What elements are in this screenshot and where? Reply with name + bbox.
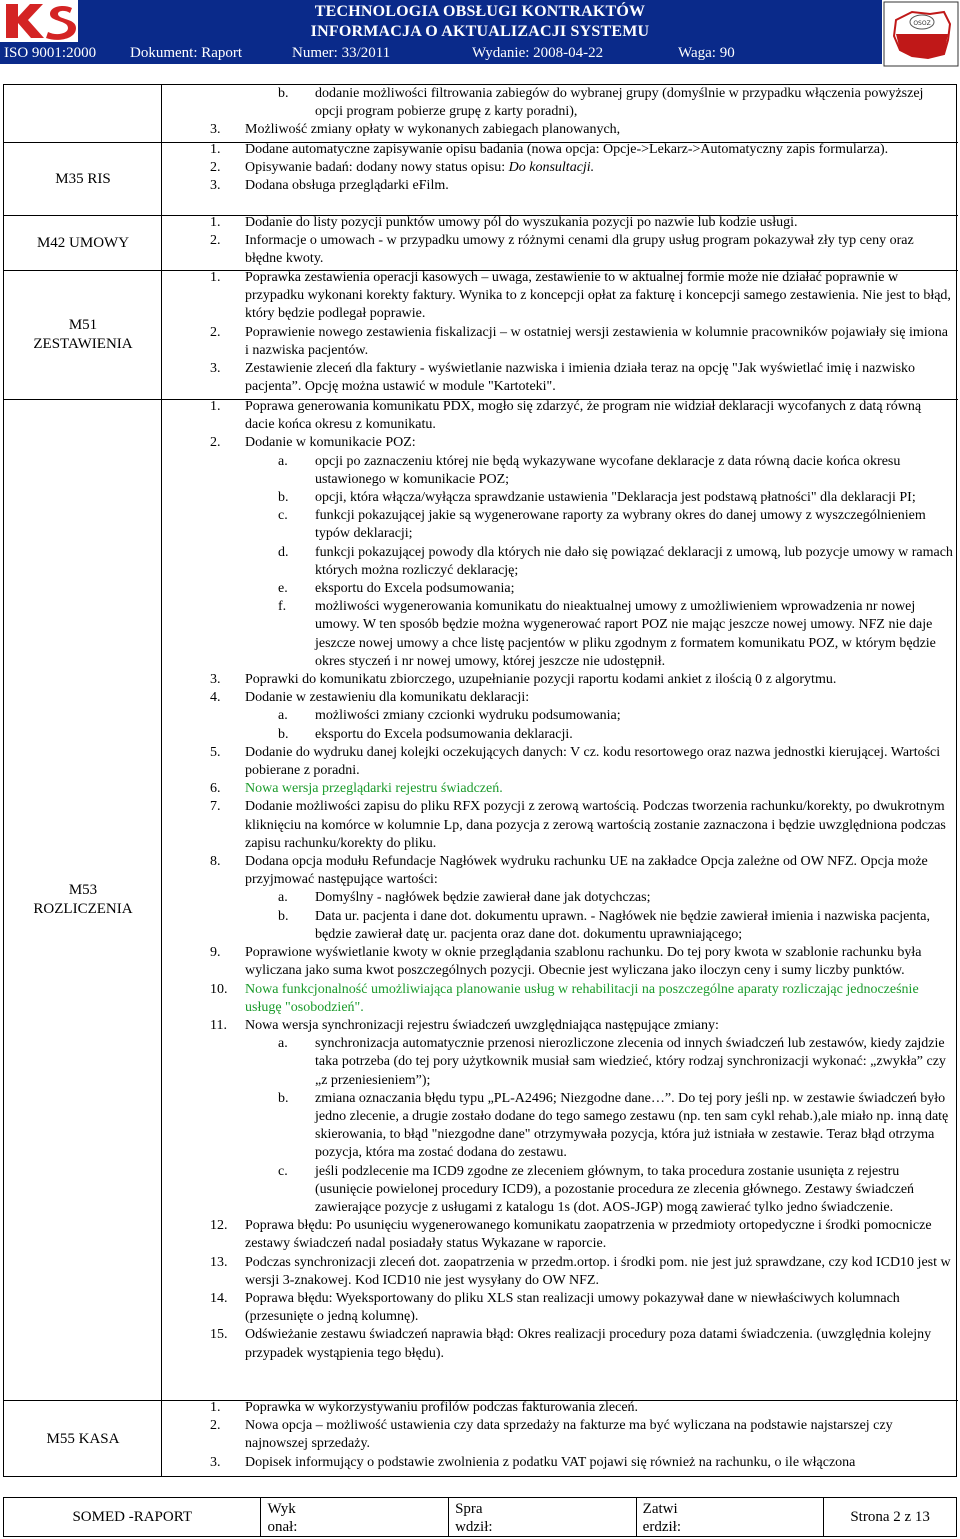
item-number: 3. [210, 361, 221, 377]
item-text: zmiana oznaczania błędu typu „PL-A2496; Niezgodne dane…”. Do tej pory jeśli np. w zestawie świadczeń było jedno zlecenie, a drugie zostało dodane do tego samego zestawu (np. ten sam cykl rehab.),ale miało np. inną datę skierowania, to błąd "niezgodne dane" otrzymywała pozycja, która już istniała w zestawie. Teraz błąd otrzyma pozycja, która ma zostać dodana do zestawu. [315, 1090, 949, 1161]
document-type: Dokument: Raport [130, 44, 243, 61]
item-text: Domyślny - nagłówek będzie zawierał dane jak dotychczas; [315, 890, 651, 906]
item-text: Dodane automatyczne zapisywanie opisu badania (nowa opcja: Opcje->Lekarz->Automatyczny zapis formularza). [245, 142, 889, 157]
item-number: b. [278, 86, 289, 101]
list-item [169, 214, 954, 232]
item-text: Data ur. pacjenta i dane dot. dokumentu uprawn. - Nagłówek nie będzie zawierał imienia i nazwiska pacjenta, będzie zawierał datę ur. pacjenta oraz dane dot. dokumentu uprawniającego; [315, 908, 930, 942]
list-item [169, 232, 954, 268]
sub-list-item [169, 1090, 954, 1163]
osoz-map-icon [882, 0, 960, 70]
list-item [169, 141, 954, 159]
sub-list-item [169, 85, 954, 121]
issue-date: Wydanie: 2008-04-22 [472, 44, 604, 61]
item-text: Poprawa błędu: Po usunięciu wygenerowanego komunikatu zaopatrzenia w przedmioty ortopedyczne i środki pomocnicze zestawy świadczeń nadal posiadały status Wykazane w raporcie. [245, 1218, 932, 1252]
item-number: 13. [210, 1254, 228, 1270]
list-item [169, 981, 954, 1017]
section-continued [169, 85, 954, 140]
item-number: 2. [210, 324, 221, 340]
item-number: b. [278, 908, 289, 924]
document-number: Numer: 33/2011 [292, 44, 391, 61]
document-title [78, 0, 882, 42]
sub-list-item [169, 489, 954, 507]
item-text: Podczas synchronizacji zleceń dot. zaopatrzenia w przedm.ortop. i środki pom. nie jest już sprawdzane, czy kod ICD10 jest w wersji 3-znakowej. Kod ICD10 nie jest wysyłany do OW NFZ. [245, 1254, 951, 1288]
item-number: 12. [210, 1218, 228, 1234]
item-text: jeśli podzlecenie ma ICD9 zgodne ze zleceniem głównym, to taka procedura zostanie usunięta z rejestru (usunięcie powielonej procedury ICD9), a pozostanie procedura ze zlecenia głównego. Zestawy świadczeń zawierające pozycje z usługami z katalogu 1s (dot. AOS-JGP) mogą zawierać tylko jedno świadczenie. [315, 1163, 915, 1215]
list-item [169, 744, 954, 780]
item-text: eksportu do Excela podsumowania deklaracji. [315, 726, 573, 742]
iso-label: ISO 9001:2000 [4, 44, 97, 61]
title-line-2: INFORMACJA O AKTUALIZACJI SYSTEMU [310, 23, 650, 40]
list-item [169, 398, 954, 434]
module-cell-m55: M55 KASA [4, 1400, 162, 1478]
footer-approved-cell [637, 1498, 825, 1536]
item-text: Informacje o umowach - w przypadku umowy z różnymi cenami dla grupy usług program pokazywał zły typ ceny oraz błędne kwoty. [245, 233, 914, 267]
sub-list-item [169, 889, 954, 907]
item-number: 3. [210, 122, 221, 138]
list-item [169, 1290, 954, 1326]
item-emphasis: Do konsultacji. [508, 160, 595, 176]
sub-list-item [169, 707, 954, 725]
item-number: 1. [210, 215, 221, 230]
osoz-logo-text: OSOZ [913, 20, 931, 27]
item-text: funkcji pokazującej jakie są wygenerowane raporty za wybrany okres do danej umowy z wyszczególnieniem typów deklaracji; [315, 508, 926, 542]
document-meta-bar [0, 42, 882, 64]
list-item [169, 1399, 954, 1417]
list-item [169, 324, 954, 360]
item-number: 6. [210, 781, 221, 797]
list-item [169, 1254, 954, 1290]
item-number: 2. [210, 233, 221, 249]
item-number: 3. [210, 672, 221, 688]
item-text: Poprawione wyświetlanie kwoty w oknie przeglądania szablonu rachunku. Do tej pory kwota w szablonie rachunku była wyliczana jako suma kwot poszczególnych pozycji. Obecnie jest wyliczana jako iloczyn ceny i sumy liczby punktów. [245, 945, 922, 979]
module-cell-m42: M42 UMOWY [4, 215, 162, 270]
module-column [4, 85, 162, 1476]
section-m55 [169, 1399, 954, 1472]
item-number: 8. [210, 854, 221, 870]
item-number: e. [278, 581, 288, 597]
list-item [169, 159, 954, 177]
item-text: Dodanie w komunikacie POZ: [245, 435, 416, 451]
list-item [169, 689, 954, 707]
footer-checked-label: Spra wdził: [455, 1501, 493, 1535]
item-number: c. [278, 1163, 288, 1179]
item-text: synchronizacja automatycznie przenosi nierozliczone zlecenia od innych świadczeń lub zestawów, kiedy zajdzie taka potrzeba (do tej pory użytkownik musiał sam wiedzieć, który rodzaj synchronizacji wykonać: „zwykła” czy „z przeniesieniem”); [315, 1036, 946, 1088]
list-item [169, 1217, 954, 1253]
item-number: a. [278, 1036, 288, 1052]
item-text: Dodana opcja modułu Refundacje Nagłówek wydruku rachunku UE na zakładce Opcja zależne od OW NFZ. Opcja może przyjmować następujące wartości: [245, 854, 928, 888]
item-text: Nowa wersja synchronizacji rejestru świadczeń uwzględniająca następujące zmiany: [245, 1017, 719, 1033]
footer-approved-label: Zatwi erdził: [642, 1501, 681, 1535]
document-footer [3, 1497, 957, 1537]
footer-doc-type: SOMED -RAPORT [4, 1498, 261, 1536]
item-number: 2. [210, 160, 221, 176]
sub-list-item [169, 1163, 954, 1218]
sub-list-item [169, 507, 954, 543]
list-item [169, 1326, 954, 1362]
module-cell-m35: M35 RIS [4, 142, 162, 215]
list-item [169, 269, 954, 324]
list-item [169, 671, 954, 689]
footer-prepared-cell [261, 1498, 449, 1536]
sub-list-item [169, 1035, 954, 1090]
item-number: b. [278, 1090, 289, 1106]
list-item [169, 1454, 954, 1472]
list-item [169, 1017, 954, 1035]
item-number: 1. [210, 142, 221, 157]
list-item [169, 434, 954, 452]
item-text: Dodana obsługa przeglądarki eFilm. [245, 178, 449, 194]
footer-checked-cell [449, 1498, 637, 1536]
item-text: opcji, która włącza/wyłącza sprawdzanie ustawienia "Deklaracja jest podstawą płatności" dla deklaracji PI; [315, 490, 916, 506]
item-number: 10. [210, 981, 228, 997]
list-item [169, 1417, 954, 1453]
sub-list-item [169, 598, 954, 671]
item-number: d. [278, 544, 289, 560]
item-number: 14. [210, 1290, 228, 1306]
item-number: 2. [210, 1418, 221, 1434]
item-text: Dodanie możliwości zapisu do pliku RFX pozycji z zerową wartością. Podczas tworzenia rachunku/korekty, po dwukrotnym kliknięciu na komórce w kolumnie Lp, dana pozycja z zerową wartością zostanie zaznaczona i będzie uwzględniona podczas zapisu rachunku/korekty do pliku. [245, 799, 946, 851]
item-number: 1. [210, 270, 221, 285]
item-text: funkcji pokazującej powody dla których nie dało się powiązać deklaracji z umową, lub pozycje umowy w ramach których można rozliczyć deklarację; [315, 544, 953, 578]
item-number: 9. [210, 945, 221, 961]
item-text: możliwości zmiany czcionki wydruku podsumowania; [315, 708, 621, 724]
ks-logo-icon [0, 0, 78, 42]
section-m35 [169, 141, 954, 196]
list-item [169, 853, 954, 889]
sub-list-item [169, 908, 954, 944]
item-text: opcji po zaznaczeniu której nie będą wykazywane wycofane deklaracje z data równą dacie końca okresu ustawionego w komunikacie POZ; [315, 453, 901, 487]
item-number: a. [278, 708, 288, 724]
title-line-1: TECHNOLOGIA OBSŁUGI KONTRAKTÓW [314, 3, 646, 20]
company-logo [0, 0, 78, 42]
item-number: 15. [210, 1327, 228, 1343]
content-table [3, 84, 957, 1477]
item-number: 4. [210, 690, 221, 706]
sub-list-item [169, 580, 954, 598]
sub-list-item [169, 453, 954, 489]
footer-prepared-label: Wyk onał: [267, 1501, 298, 1535]
item-number: 2. [210, 435, 221, 451]
item-text: Odświeżanie zestawu świadczeń naprawia błąd: Okres realizacji procedury poza datami świadczenia. (uwzględnia kolejny przypadek wystąpienia tego błędu). [245, 1327, 932, 1361]
list-item [169, 780, 954, 798]
item-text: eksportu do Excela podsumowania; [315, 581, 515, 597]
item-text: Zestawienie zleceń dla faktury - wyświetlanie nazwiska i imienia działa teraz na opcję "Jak wyświetlać imię i nazwisko pacjenta”. Opcję można ustawić w module "Kartoteki". [245, 361, 916, 395]
item-text: Dodanie do wydruku danej kolejki oczekujących danych: V cz. kodu resortowego oraz nazwa jednostki kierującej. Wartości pobierane z poradni. [245, 744, 941, 779]
weight-label: Waga: 90 [678, 44, 735, 61]
item-text: dodanie możliwości filtrowania zabiegów do wybranej grupy (domyślnie w przypadku włączenia powyższej opcji program pobierze grupę z karty poradni), [315, 86, 924, 120]
list-item [169, 360, 954, 396]
item-number: f. [278, 599, 287, 615]
list-item [169, 798, 954, 853]
item-text: Poprawienie nowego zestawienia fiskalizacji – w ostatniej wersji zestawienia w kolumnie pracowników pojawiały się imiona i nazwiska pacjentów. [245, 324, 948, 358]
item-text: Poprawa generowania komunikatu PDX, mogło się zdarzyć, że program nie widział deklaracji wycofanych z datą równą dacie końca okresu z komunikatu. [245, 399, 922, 433]
item-number: 3. [210, 178, 221, 194]
section-m53 [169, 398, 954, 1363]
section-m42 [169, 214, 954, 269]
section-m51 [169, 269, 954, 396]
item-number: a. [278, 453, 288, 469]
item-number: a. [278, 890, 288, 906]
item-text: Dodanie w zestawieniu dla komunikatu deklaracji: [245, 690, 530, 706]
item-text: Nowa wersja przeglądarki rejestru świadczeń. [245, 781, 503, 797]
module-cell-continued [4, 85, 162, 142]
document-header [0, 0, 960, 70]
item-number: b. [278, 726, 289, 742]
item-text: Poprawa błędu: Wyeksportowany do pliku XLS stan realizacji umowy pokazywał dane w niewłaściwych kolumnach (przesunięte o jedną kolumnę). [245, 1290, 900, 1325]
item-text: Nowa funkcjonalność umożliwiająca planowanie usług w rehabilitacji na poszczególne aparaty rozliczając jednocześnie usługę "osobodzień". [245, 981, 919, 1015]
item-number: 5. [210, 744, 221, 760]
item-number: 1. [210, 1400, 221, 1415]
sub-list-item [169, 544, 954, 580]
module-cell-m51: M51 ZESTAWIENIA [4, 270, 162, 399]
item-number: 3. [210, 1454, 221, 1470]
item-text: Dopisek informujący o podstawie zwolnienia z podatku VAT pojawi się również na rachunku, o ile włączona [245, 1454, 856, 1470]
item-number: 1. [210, 399, 221, 414]
footer-page-number: Strona 2 z 13 [850, 1508, 930, 1525]
item-number: c. [278, 508, 288, 524]
item-text: możliwości wygenerowania komunikatu do nieaktualnej umowy z umożliwieniem wprowadzenia nr nowej umowy. W ten sposób będzie można wygenerować raport POZ nie mając jeszcze nowej umowy. NFZ nie daje jeszcze nowej umowy a chce listę pacjentów w pliku zgodnym z formatem komunikatu POZ, w którym będzie okres styczeń i nr nowej umowy, której jeszcze nie udostępnił. [315, 599, 936, 669]
item-text: Poprawka w wykorzystywaniu profilów podczas fakturowania zleceń. [245, 1400, 639, 1415]
list-item [169, 944, 954, 980]
module-cell-m53: M53 ROZLICZENIA [4, 399, 162, 1400]
item-number: b. [278, 490, 289, 506]
list-item [169, 121, 954, 139]
list-item [169, 177, 954, 195]
item-number: 11. [210, 1017, 227, 1033]
item-text: Poprawki do komunikatu zbiorczego, uzupełnianie pozycji raportu kodami ankiet z ilością 0 z algorytmu. [245, 672, 837, 688]
item-text: Dodanie do listy pozycji punktów umowy pól do wyszukania pozycji po nazwie lub kodzie usługi. [245, 215, 798, 230]
item-text: Nowa opcja – możliwość ustawienia czy data sprzedaży na fakturze ma być wyliczana na podstawie najstarszej czy najnowszej sprzedaży. [245, 1418, 893, 1452]
item-text: Poprawka zestawienia operacji kasowych – uwaga, zestawienie to w aktualnej formie może nie działać poprawnie w przypadku wykonani korekty faktury. Wynika to z koncepcji opłat za fakturę i koncepcji samego zestawienia. Nie jest to błąd, który będzie podlegał poprawie. [245, 270, 951, 322]
sub-list-item [169, 726, 954, 744]
item-text: Możliwość zmiany opłaty w wykonanych zabiegach planowanych, [245, 122, 621, 138]
item-text: Opisywanie badań: dodany nowy status opisu: [245, 160, 509, 176]
osoz-logo [882, 0, 960, 70]
item-number: 7. [210, 799, 221, 815]
